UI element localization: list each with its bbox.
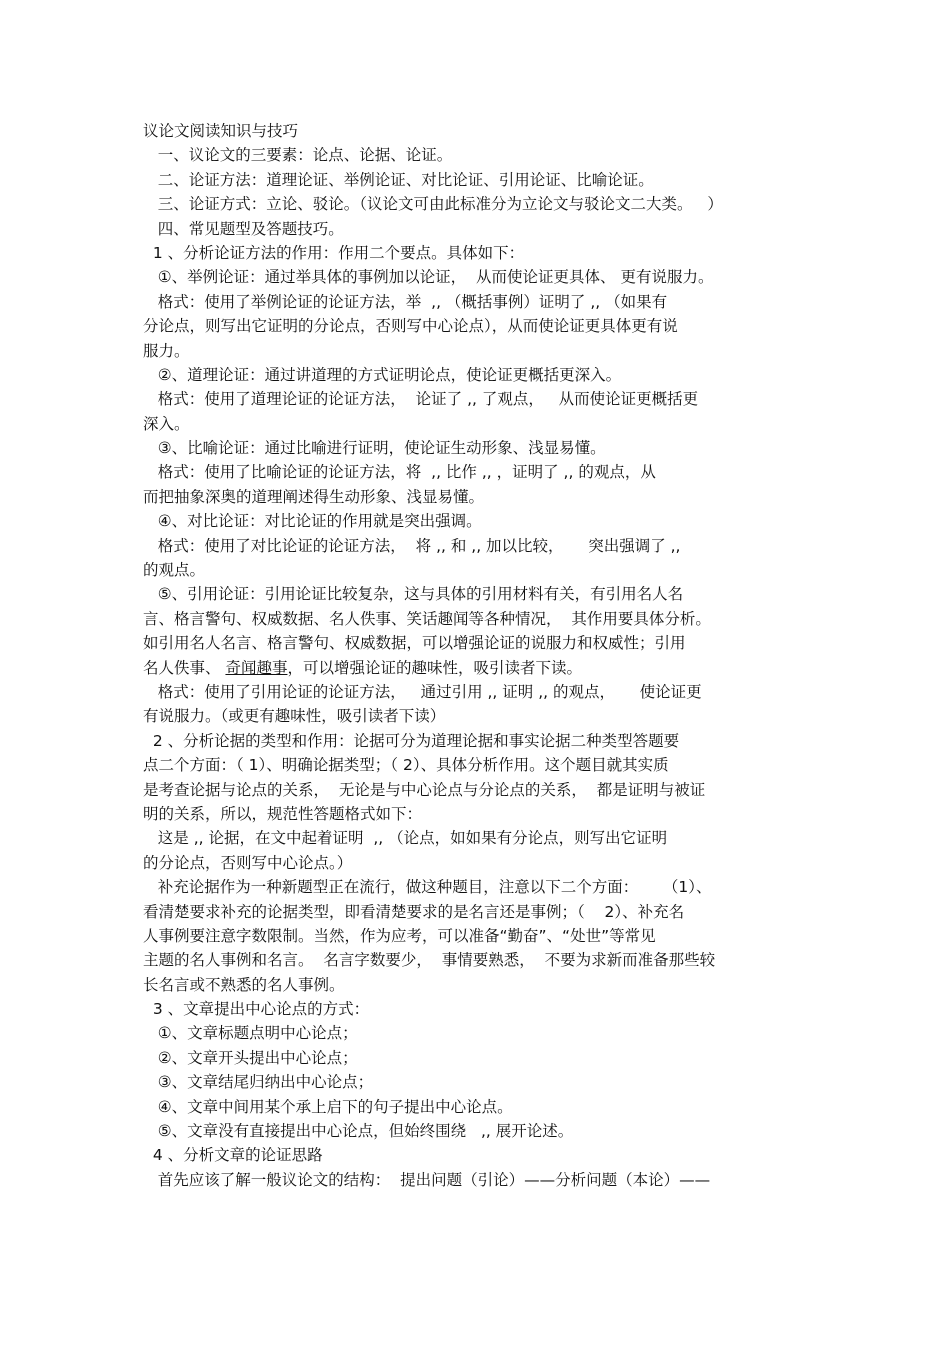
text-line: 格式：使用了对比论证的论证方法， 将 ,, 和 ,, 加以比较， 突出强调了 ,, bbox=[143, 536, 681, 555]
text-line: 格式：使用了引用论证的论证方法， 通过引用 ,, 证明 ,, 的观点， 使论证更 bbox=[143, 682, 702, 701]
text-line: 1 、分析论证方法的作用：作用二个要点。具体如下： bbox=[143, 243, 525, 262]
text-line: 服力。 bbox=[143, 341, 190, 360]
text-line: 而把抽象深奥的道理阐述得生动形象、浅显易懂。 bbox=[143, 487, 485, 506]
text-line: 格式：使用了举例论证的论证方法，举 ,, （概括事例）证明了 ,, （如果有 bbox=[143, 292, 668, 311]
text-line: 长名言或不熟悉的名人事例。 bbox=[143, 975, 345, 994]
underlined-phrase: 奇闻趣事 bbox=[225, 658, 288, 677]
text-line: ④、文章中间用某个承上启下的句子提出中心论点。 bbox=[143, 1097, 513, 1116]
text-line: ③、比喻论证：通过比喻进行证明，使论证生动形象、浅显易懂。 bbox=[143, 439, 606, 458]
text-line: 点二个方面：（ 1）、明确论据类型；（ 2）、具体分析作用。这个题目就其实质 bbox=[143, 756, 669, 775]
text-line: 有说服力。（或更有趣味性，吸引读者下读） bbox=[143, 707, 446, 726]
text-line: ④、对比论证：对比论证的作用就是突出强调。 bbox=[143, 512, 482, 531]
text-line: ②、道理论证：通过讲道理的方式证明论点，使论证更概括更深入。 bbox=[143, 365, 622, 384]
text-line: ②、文章开头提出中心论点； bbox=[143, 1048, 358, 1067]
text-segment: 名人佚事、 bbox=[143, 658, 226, 677]
text-line: ⑤、文章没有直接提出中心论点，但始终围绕 ,, 展开论述。 bbox=[143, 1122, 574, 1141]
text-line: 补充论据作为一种新题型正在流行，做这种题目，注意以下二个方面： （1）、 bbox=[143, 878, 712, 897]
text-line: 的分论点，否则写中心论点。） bbox=[143, 853, 353, 872]
text-line: 是考查论据与论点的关系， 无论是与中心论点与分论点的关系， 都是证明与被证 bbox=[143, 780, 706, 799]
text-line: 格式：使用了道理论证的论证方法， 论证了 ,, 了观点， 从而使论证更概括更 bbox=[143, 390, 699, 409]
text-line: 深入。 bbox=[143, 414, 190, 433]
text-line bbox=[143, 656, 813, 680]
text-line: 看清楚要求补充的论据类型，即看清楚要求的是名言还是事例；（ 2）、补充名 bbox=[143, 902, 685, 921]
text-line: 4 、分析文章的论证思路 bbox=[143, 1146, 323, 1165]
text-line: 议论文阅读知识与技巧 bbox=[143, 122, 299, 140]
text-line: 言、格言警句、权威数据、名人佚事、笑话趣闻等各种情况， 其作用要具体分析。 bbox=[143, 609, 711, 628]
text-line: ①、文章标题点明中心论点； bbox=[143, 1024, 358, 1043]
text-line: 3 、文章提出中心论点的方式： bbox=[143, 1000, 370, 1019]
text-line: 三、论证方式：立论、驳论。（议论文可由此标准分为立论文与驳论文二大类。 ） bbox=[143, 195, 723, 214]
text-line: ③、文章结尾归纳出中心论点； bbox=[143, 1073, 374, 1092]
text-line: 首先应该了解一般议论文的结构： 提出问题（引论）——分析问题（本论）—— bbox=[143, 1170, 711, 1189]
document-body bbox=[143, 119, 813, 1192]
text-line: 明的关系，所以，规范性答题格式如下： bbox=[143, 804, 423, 823]
text-line: 的观点。 bbox=[143, 561, 206, 580]
text-line: 2 、分析论据的类型和作用：论据可分为道理论据和事实论据二种类型答题要 bbox=[143, 731, 680, 750]
text-segment: ，可以增强论证的趣味性，吸引读者下读。 bbox=[287, 658, 582, 677]
text-line: 分论点，则写出它证明的分论点，否则写中心论点），从而使论证更具体更有说 bbox=[143, 317, 678, 336]
text-line: 如引用名人名言、格言警句、权威数据，可以增强论证的说服力和权威性；引用 bbox=[143, 634, 686, 653]
text-line: 四、常见题型及答题技巧。 bbox=[143, 219, 344, 238]
text-line: 主题的名人事例和名言。 名言字数要少， 事情要熟悉， 不要为求新而准备那些较 bbox=[143, 951, 716, 970]
text-line: ①、举例论证：通过举具体的事例加以论证， 从而使论证更具体、 更有说服力。 bbox=[143, 268, 714, 287]
text-line: 人事例要注意字数限制。当然，作为应考，可以准备“勤奋”、“处世”等常见 bbox=[143, 926, 656, 945]
text-line: 这是 ,, 论据，在文中起着证明 ,, （论点，如如果有分论点，则写出它证明 bbox=[143, 829, 668, 848]
text-line: ⑤、引用论证：引用论证比较复杂，这与具体的引用材料有关，有引用名人名 bbox=[143, 585, 684, 604]
text-line: 一、议论文的三要素：论点、论据、论证。 bbox=[143, 146, 453, 165]
text-line: 格式：使用了比喻论证的论证方法，将 ,, 比作 ,, ，证明了 ,, 的观点，从 bbox=[143, 463, 656, 482]
text-line: 二、论证方法：道理论证、举例论证、对比论证、引用论证、比喻论证。 bbox=[143, 170, 654, 189]
